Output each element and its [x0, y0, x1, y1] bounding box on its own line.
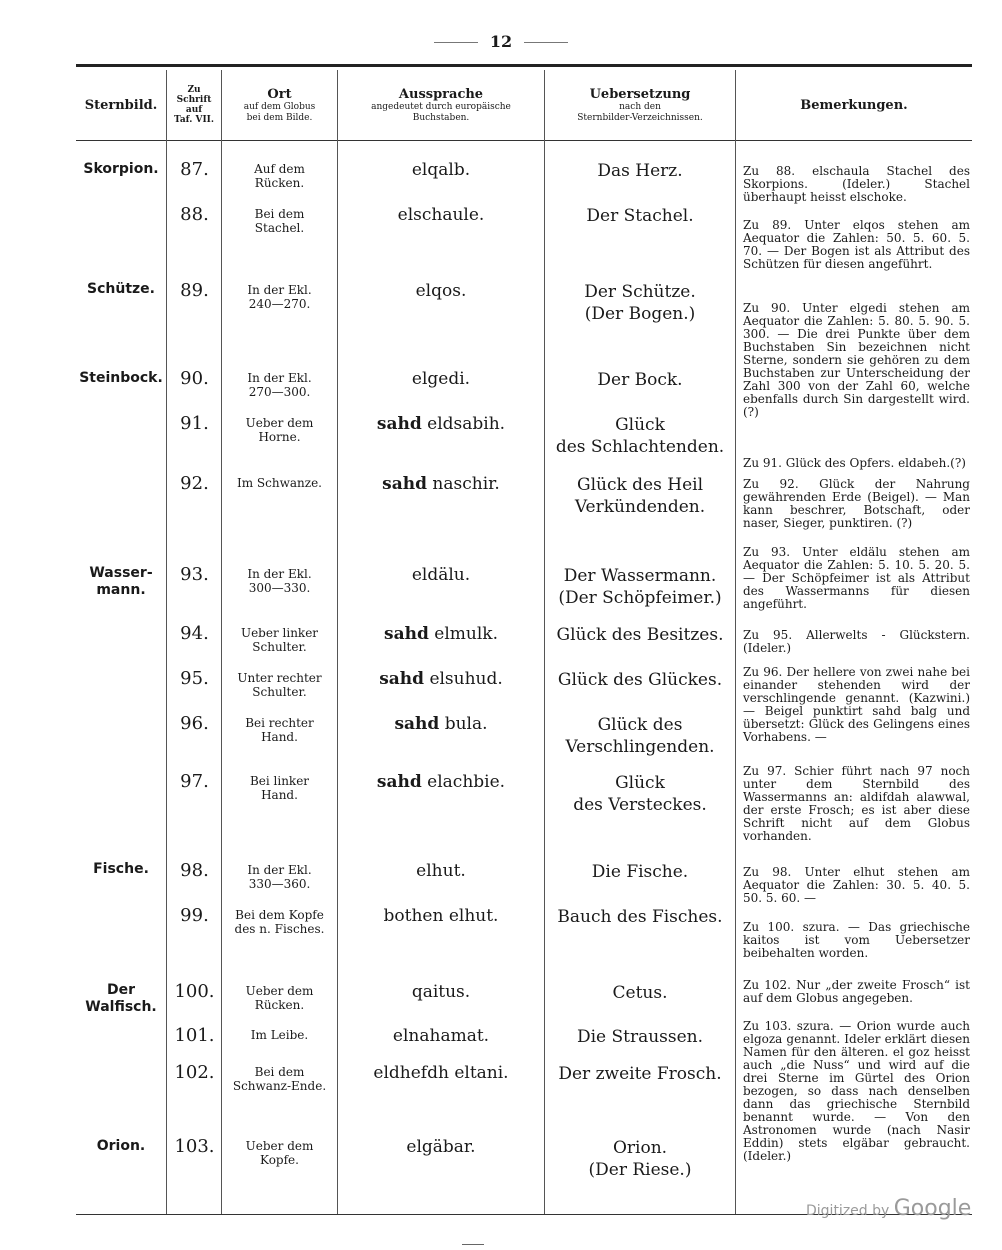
entry-number: 90.	[180, 368, 209, 389]
constellation-name-line: Der	[106, 982, 136, 998]
translation-line: Verschlingenden.	[565, 737, 715, 757]
pronunciation-prefix: sahd	[379, 669, 425, 689]
translation-line: Glück des	[597, 715, 683, 735]
location-line: Hand.	[261, 788, 298, 802]
google-logo-text: Google	[893, 1196, 972, 1221]
entry-pronunciation	[338, 281, 544, 301]
entry-pronunciation	[338, 1026, 544, 1046]
entry-pronunciation	[338, 565, 544, 585]
entry-location	[222, 906, 337, 936]
location-line: Kopfe.	[260, 1153, 299, 1167]
remark: Zu 93. Unter eldälu stehen am Aequator die Zahlen: 5. 10. 5. 20. 5. — Der Schöpfeimer ist als Attribut des Wassermanns für diesen angeführt.	[743, 545, 970, 611]
entry-location	[222, 1063, 337, 1093]
header-sternbild	[76, 72, 166, 138]
entry-location	[222, 160, 337, 190]
header-aussprache-sub: angedeutet durch europäische	[371, 101, 511, 112]
entry-location	[222, 414, 337, 444]
location-line: Ueber linker	[240, 626, 319, 640]
pronunciation-prefix: sahd	[376, 772, 422, 792]
entry-number: 97.	[180, 771, 209, 792]
header-aussprache-sub: Buchstaben.	[412, 112, 470, 123]
translation-line: (Der Riese.)	[588, 1160, 692, 1180]
entry-pronunciation	[338, 1063, 544, 1083]
entry-pronunciation	[338, 772, 544, 792]
translation-line: (Der Bogen.)	[584, 304, 696, 324]
pronunciation-prefix: sahd	[384, 624, 429, 644]
entry-location	[222, 474, 337, 490]
location-line: 270—300.	[248, 385, 311, 399]
entry-number: 89.	[180, 280, 209, 301]
pronunciation-text: naschir.	[432, 474, 500, 494]
remark: Zu 91. Glück des Opfers. eldabeh.(?)	[743, 456, 966, 470]
entry-translation	[545, 861, 735, 883]
page-number: 12	[0, 32, 1002, 51]
translation-line: Der Wassermann.	[563, 566, 717, 586]
entry-location	[222, 714, 337, 744]
entry-number: 91.	[180, 413, 209, 434]
constellation-name	[76, 982, 166, 1016]
entry-number: 102.	[174, 1062, 215, 1083]
pronunciation-text: eldsabih.	[427, 414, 506, 434]
translation-line: Das Herz.	[597, 161, 683, 181]
remark: Zu 98. Unter elhut stehen am Aequator die Zahlen: 30. 5. 40. 5. 50. 5. 60. —	[743, 865, 970, 905]
entry-location	[222, 624, 337, 654]
entry-translation	[545, 565, 735, 609]
pronunciation-text: elgäbar.	[406, 1137, 476, 1157]
pronunciation-text: elnahamat.	[392, 1026, 490, 1046]
pronunciation-text: eldhefdh eltani.	[373, 1063, 509, 1083]
header-ort-title: Ort	[267, 86, 292, 102]
entry-pronunciation	[338, 474, 544, 494]
pronunciation-text: bula.	[444, 714, 488, 734]
location-line: Schulter.	[252, 685, 307, 699]
entry-number: 88.	[180, 204, 209, 225]
header-ort-sub: auf dem Globus	[243, 101, 316, 112]
entry-number: 93.	[180, 564, 209, 585]
entry-number: 95.	[180, 668, 209, 689]
translation-line: (Der Schöpfeimer.)	[558, 588, 722, 608]
translation-line: Der Schütze.	[584, 282, 696, 302]
entry-translation	[545, 714, 735, 758]
header-sternbild-label: Sternbild.	[84, 97, 158, 113]
remark: Zu 90. Unter elgedi stehen am Aequator die Zahlen: 5. 80. 5. 90. 5. 300. — Die drei Punkte über dem Buchstaben Sin bezeichnen nicht Sterne, sondern sie gehören zu dem Buchstaben zur Unterscheidung der Zahl 300 von der Zahl 60, welche ebenfalls durch Sin dargestellt wird. (?)	[743, 301, 970, 419]
constellation-name-line: Wasser-	[89, 565, 153, 581]
pronunciation-text: elgedi.	[411, 369, 471, 389]
header-nr-line: Schrift	[176, 95, 212, 105]
translation-line: Glück	[615, 415, 665, 435]
entry-location	[222, 669, 337, 699]
translation-line: Die Fische.	[591, 862, 689, 882]
entry-number: 103.	[174, 1136, 215, 1157]
pronunciation-text: qaitus.	[411, 982, 471, 1002]
entry-location	[222, 861, 337, 891]
watermark-prefix: Digitized by	[806, 1203, 890, 1219]
translation-line: Der zweite Frosch.	[558, 1064, 722, 1084]
location-line: Unter rechter	[237, 671, 322, 685]
header-ort-sub: bei dem Bilde.	[246, 112, 313, 123]
footer-mark	[462, 1244, 484, 1245]
translation-line: Glück des Heil	[576, 475, 704, 495]
entry-pronunciation	[338, 205, 544, 225]
translation-line: Glück	[615, 773, 665, 793]
translation-line: Orion.	[612, 1138, 668, 1158]
translation-line: Der Bock.	[597, 370, 683, 390]
digitized-watermark	[806, 1196, 971, 1221]
entry-number: 87.	[180, 159, 209, 180]
pronunciation-prefix: sahd	[394, 714, 440, 734]
pronunciation-text: eldälu.	[411, 565, 471, 585]
entry-translation	[545, 982, 735, 1004]
translation-line: Der Stachel.	[586, 206, 694, 226]
entry-translation	[545, 906, 735, 928]
location-line: Im Leibe.	[250, 1028, 309, 1042]
location-line: Schwanz-Ende.	[232, 1079, 327, 1093]
entry-pronunciation	[338, 669, 544, 689]
header-aussprache	[338, 72, 544, 138]
location-line: Bei linker	[249, 774, 310, 788]
entry-translation	[545, 1026, 735, 1048]
entry-pronunciation	[338, 982, 544, 1002]
location-line: 240—270.	[248, 297, 311, 311]
entry-number: 100.	[174, 981, 215, 1002]
constellation-name	[76, 565, 166, 599]
header-uebersetzung-sub: nach den	[619, 101, 661, 112]
translation-line: Glück des Glückes.	[557, 670, 723, 690]
entry-pronunciation	[338, 414, 544, 434]
location-line: Ueber dem	[245, 1139, 314, 1153]
translation-line: des Versteckes.	[573, 795, 707, 815]
location-line: In der Ekl.	[247, 863, 312, 877]
location-line: In der Ekl.	[247, 371, 312, 385]
remark: Zu 102. Nur „der zweite Frosch“ ist auf dem Globus angegeben.	[743, 978, 970, 1005]
pronunciation-text: elhut.	[416, 861, 466, 881]
location-line: Hand.	[261, 730, 298, 744]
pronunciation-text: elschaule.	[397, 205, 485, 225]
remark: Zu 92. Glück der Nahrung gewährenden Erde (Beigel). — Man kann beschrer, Botschaft, oder naser, Sieger, punktiren. (?)	[743, 477, 970, 530]
table-header-rule	[76, 140, 972, 141]
remark: Zu 96. Der hellere von zwei nahe bei einander stehenden wird der verschlingende genannt. (Kazwini.) — Beigel punktirt sahd balg und übersetzt: Glück des Gelingens eines Vorhabens. —	[743, 665, 970, 744]
table-top-rule	[76, 64, 972, 67]
entry-pronunciation	[338, 624, 544, 644]
location-line: 300—330.	[248, 581, 311, 595]
location-line: In der Ekl.	[247, 567, 312, 581]
location-line: 330—360.	[248, 877, 311, 891]
remark: Zu 103. szura. — Orion wurde auch elgoza genannt. Ideler erklärt diesen Namen für den älteren. el goz heisst auch „die Nuss“ und wird auf die drei Sterne im Gürtel des Orion bezogen, so dass nach denselben dann das griechische Sternbild benannt wurde. — Von den Astronomen wurde (nach Nasir Eddin) stets elgäbar gebraucht. (Ideler.)	[743, 1019, 970, 1163]
header-nr-line: Taf. VII.	[173, 115, 215, 125]
location-line: Auf dem	[254, 162, 305, 176]
location-line: Rücken.	[254, 176, 305, 190]
translation-line: Die Straussen.	[576, 1027, 704, 1047]
entry-location	[222, 772, 337, 802]
entry-translation	[545, 624, 735, 646]
entry-translation	[545, 669, 735, 691]
entry-location	[222, 205, 337, 235]
location-line: Horne.	[258, 430, 301, 444]
column-divider	[735, 70, 736, 1214]
location-line: Im Schwanze.	[237, 476, 322, 490]
location-line: Ueber dem	[245, 984, 314, 998]
constellation-name: Skorpion.	[83, 161, 159, 177]
header-ort	[222, 72, 337, 138]
constellation-name: Orion.	[96, 1138, 146, 1154]
header-uebersetzung-sub: Sternbilder-Verzeichnissen.	[577, 112, 703, 123]
entry-location	[222, 1137, 337, 1167]
header-nr-line: auf	[185, 105, 203, 115]
translation-line: Bauch des Fisches.	[557, 907, 723, 927]
location-line: Stachel.	[254, 221, 305, 235]
location-line: Ueber dem	[245, 416, 314, 430]
entry-translation	[545, 281, 735, 325]
location-line: Schulter.	[252, 640, 307, 654]
entry-number: 92.	[180, 473, 209, 494]
entry-translation	[545, 160, 735, 182]
pronunciation-text: elmulk.	[434, 624, 498, 644]
entry-pronunciation	[338, 714, 544, 734]
location-line: Bei dem Kopfe	[235, 908, 324, 922]
pronunciation-prefix: sahd	[376, 414, 422, 434]
header-uebersetzung-title: Uebersetzung	[589, 86, 691, 102]
entry-location	[222, 1026, 337, 1042]
entry-number: 96.	[180, 713, 209, 734]
translation-line: Verkündenden.	[574, 497, 706, 517]
entry-translation	[545, 369, 735, 391]
constellation-name-line: mann.	[96, 582, 146, 598]
header-aussprache-title: Aussprache	[398, 86, 484, 102]
entry-translation	[545, 1137, 735, 1181]
constellation-name-line: Walfisch.	[85, 999, 157, 1015]
pronunciation-text: bothen elhut.	[383, 906, 499, 926]
pronunciation-prefix: sahd	[382, 474, 428, 494]
constellation-name: Schütze.	[87, 281, 155, 297]
entry-location	[222, 281, 337, 311]
translation-line: des Schlachtenden.	[555, 437, 725, 457]
constellation-name: Steinbock.	[79, 370, 163, 386]
entry-number: 98.	[180, 860, 209, 881]
pronunciation-text: elqos.	[415, 281, 467, 301]
entry-number: 101.	[174, 1025, 215, 1046]
header-uebersetzung	[545, 72, 735, 138]
remark: Zu 100. szura. — Das griechische kaitos ist vom Uebersetzer beibehalten worden.	[743, 920, 970, 960]
entry-pronunciation	[338, 160, 544, 180]
entry-number: 94.	[180, 623, 209, 644]
entry-translation	[545, 474, 735, 518]
translation-line: Glück des Besitzes.	[556, 625, 724, 645]
remark: Zu 89. Unter elqos stehen am Aequator die Zahlen: 50. 5. 60. 5. 70. — Der Bogen ist als Attribut des Schützen für diesen angeführt.	[743, 218, 970, 271]
entry-translation	[545, 414, 735, 458]
location-line: In der Ekl.	[247, 283, 312, 297]
entry-location	[222, 565, 337, 595]
entry-location	[222, 369, 337, 399]
entry-pronunciation	[338, 1137, 544, 1157]
entry-pronunciation	[338, 861, 544, 881]
remark: Zu 95. Allerwelts - Glückstern. (Ideler.)	[743, 628, 970, 655]
pronunciation-text: elsuhud.	[429, 669, 503, 689]
entry-pronunciation	[338, 369, 544, 389]
remark: Zu 97. Schier führt nach 97 noch unter dem Sternbild des Wassermanns an: aldifdah alawwal, der erste Frosch; es ist aber diese Schrift nicht auf dem Globus vorhanden.	[743, 764, 970, 843]
entry-translation	[545, 1063, 735, 1085]
location-line: des n. Fisches.	[234, 922, 325, 936]
header-bemerkungen-label: Bemerkungen.	[800, 97, 908, 113]
translation-line: Cetus.	[612, 983, 668, 1003]
location-line: Bei dem	[254, 1065, 305, 1079]
entry-translation	[545, 772, 735, 816]
pronunciation-text: elqalb.	[411, 160, 471, 180]
entry-translation	[545, 205, 735, 227]
entry-location	[222, 982, 337, 1012]
header-bemerkungen	[736, 72, 972, 138]
location-line: Bei dem	[254, 207, 305, 221]
location-line: Rücken.	[254, 998, 305, 1012]
entry-pronunciation	[338, 906, 544, 926]
remark: Zu 88. elschaula Stachel des Skorpions. (Ideler.) Stachel überhaupt heisst elschoke.	[743, 164, 970, 204]
header-nr-line: Zu	[187, 85, 201, 95]
location-line: Bei rechter	[245, 716, 314, 730]
pronunciation-text: elachbie.	[427, 772, 506, 792]
constellation-name: Fische.	[93, 861, 149, 877]
header-nr	[167, 72, 221, 138]
entry-number: 99.	[180, 905, 209, 926]
